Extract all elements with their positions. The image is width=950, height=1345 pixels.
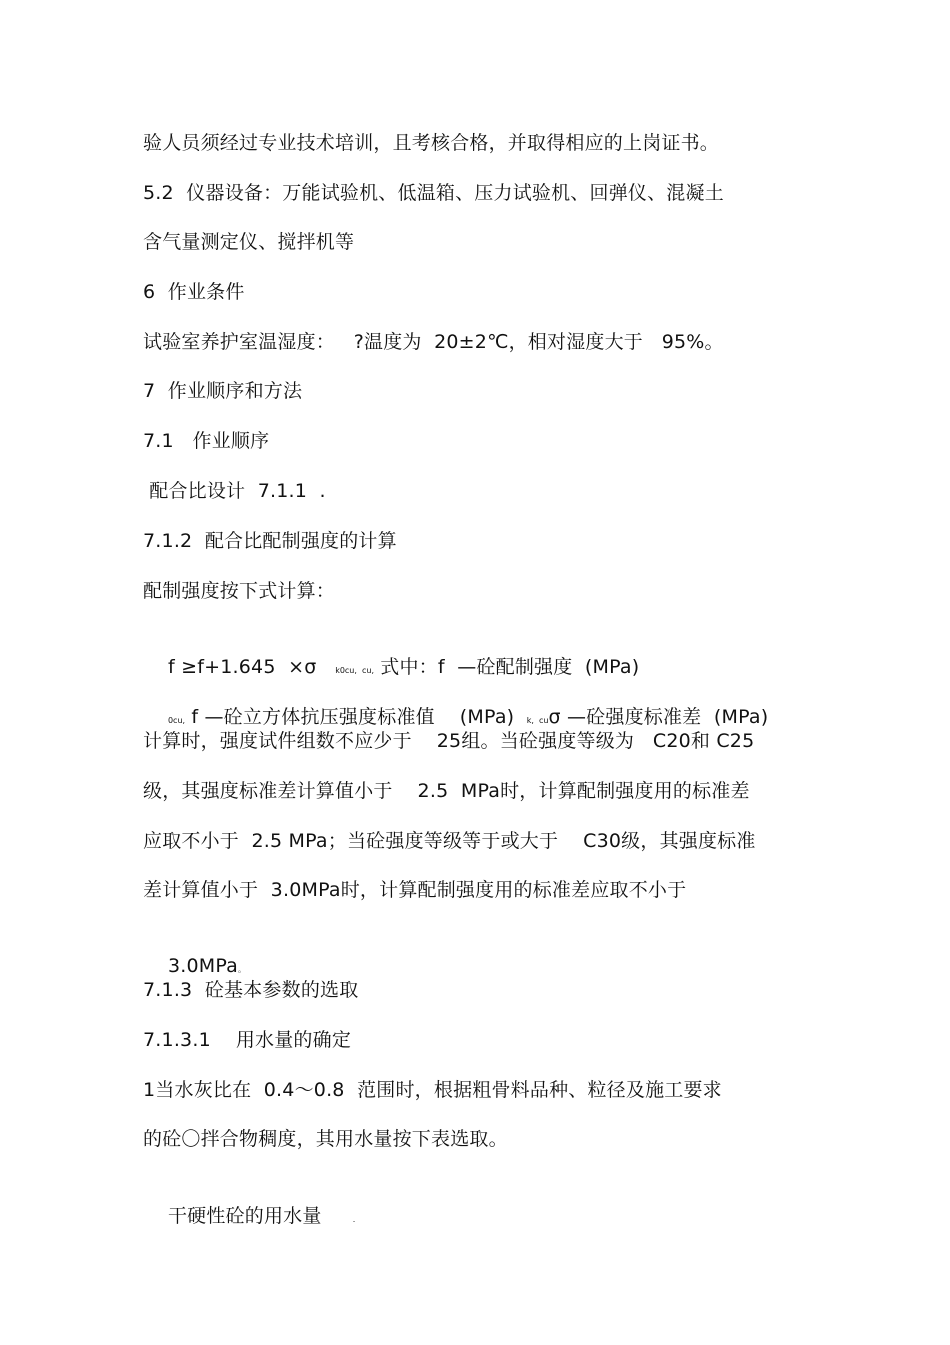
subsection-heading: 7.1.3 砼基本参数的选取 <box>143 979 359 1001</box>
table-caption <box>143 1177 355 1259</box>
text-line: 验人员须经过专业技术培训，且考核合格，并取得相应的上岗证书。 <box>143 132 720 154</box>
formula-description: 式中：f —砼配制强度 (MPa) <box>374 656 640 678</box>
text-tail: 。 <box>238 965 247 974</box>
text-line: 差计算值小于 3.0MPa时，计算配制强度用的标准差应取不小于 <box>143 879 687 901</box>
text-line: 5.2 仪器设备：万能试验机、低温箱、压力试验机、回弹仪、混凝土 <box>143 182 724 204</box>
text-line: 级，其强度标准差计算值小于 2.5 MPa时，计算配制强度用的标准差 <box>143 780 750 802</box>
section-heading: 6 作业条件 <box>143 281 245 303</box>
formula-subscript: k0cu, cu, <box>335 666 375 675</box>
text-line: 配合比设计 7.1.1 . <box>143 480 326 502</box>
section-heading: 7 作业顺序和方法 <box>143 380 303 402</box>
text-line: 应取不小于 2.5 MPa；当砼强度等级等于或大于 C30级，其强度标准 <box>143 830 756 852</box>
text-line: 配制强度按下式计算： <box>143 580 336 602</box>
formula-description: f —砼立方体抗压强度标准值 (MPa) <box>185 706 515 728</box>
text-line: 计算时，强度试件组数不应少于 25组。当砼强度等级为 C20和 C25 <box>143 730 755 752</box>
text-line: 含气量测定仪、搅拌机等 <box>143 231 355 253</box>
formula-subscript: 0cu, <box>167 716 186 725</box>
text-line: 1当水灰比在 0.4～0.8 范围时，根据粗骨料品种、粒径及施工要求 <box>143 1079 722 1101</box>
subsection-heading: 7.1.3.1 用水量的确定 <box>143 1029 352 1051</box>
formula-description: σ —砼强度标准差 (MPa) <box>548 706 769 728</box>
text-value: 干硬性砼的用水量 <box>167 1205 322 1227</box>
subsection-heading: 7.1.2 配合比配制强度的计算 <box>143 530 397 552</box>
formula-subscript: k, cu <box>526 716 549 725</box>
text-line: 试验室养护室温湿度： ?温度为 20±2℃，相对湿度大于 95%。 <box>143 331 724 353</box>
subsection-heading: 7.1 作业顺序 <box>143 430 270 452</box>
text-value: 3.0MPa <box>167 955 239 977</box>
text-tail: . <box>352 1215 356 1224</box>
formula-main: f ≥f+1.645 ×σ <box>167 656 317 678</box>
text-line: 的砼〇拌合物稠度，其用水量按下表选取。 <box>143 1128 508 1150</box>
